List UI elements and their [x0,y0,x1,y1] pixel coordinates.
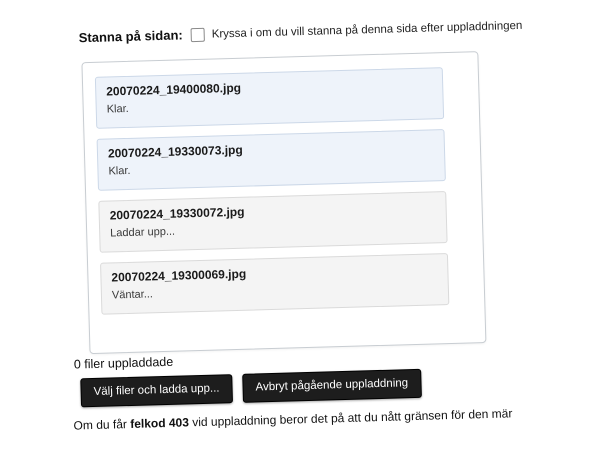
stay-on-page-checkbox[interactable] [191,27,205,41]
file-list[interactable] [81,51,486,354]
cancel-upload-button[interactable]: Avbryt pågående uppladdning [242,369,421,403]
file-name: 20070224_19330073.jpg [107,142,243,161]
file-name: 20070224_19400080.jpg [106,80,242,99]
list-item[interactable] [100,253,449,315]
footnote-prefix: Om du får [73,416,131,433]
frame-mask-bottom [0,440,607,456]
file-status: Klar. [106,102,129,116]
uploaded-count: 0 filer uppladdade [73,354,174,372]
file-status: Laddar upp... [110,225,176,240]
file-status: Väntar... [111,288,154,302]
uploader-panel [50,1,562,445]
stay-on-page-label: Stanna på sidan: [78,27,183,46]
footnote-suffix: vid uppladdning beror det på att du nått gränsen för den mär [188,406,513,430]
stay-on-page-row [79,18,523,45]
file-name: 20070224_19300069.jpg [111,266,247,285]
error-footnote [73,405,573,433]
list-item[interactable] [97,129,446,191]
file-status: Klar. [108,164,131,178]
footnote-error-code: felkod 403 [130,415,190,431]
frame-mask-left [0,0,62,456]
file-name: 20070224_19330072.jpg [109,204,245,223]
select-files-button[interactable]: Välj filer och ladda upp... [80,374,233,407]
stay-on-page-description: Kryssa i om du vill stanna på denna sida efter uppladdningen [211,19,523,41]
list-item[interactable] [98,191,447,253]
frame-mask-top [0,0,607,8]
frame-mask-right [527,0,607,456]
list-item[interactable] [95,67,444,129]
button-row [80,369,421,407]
